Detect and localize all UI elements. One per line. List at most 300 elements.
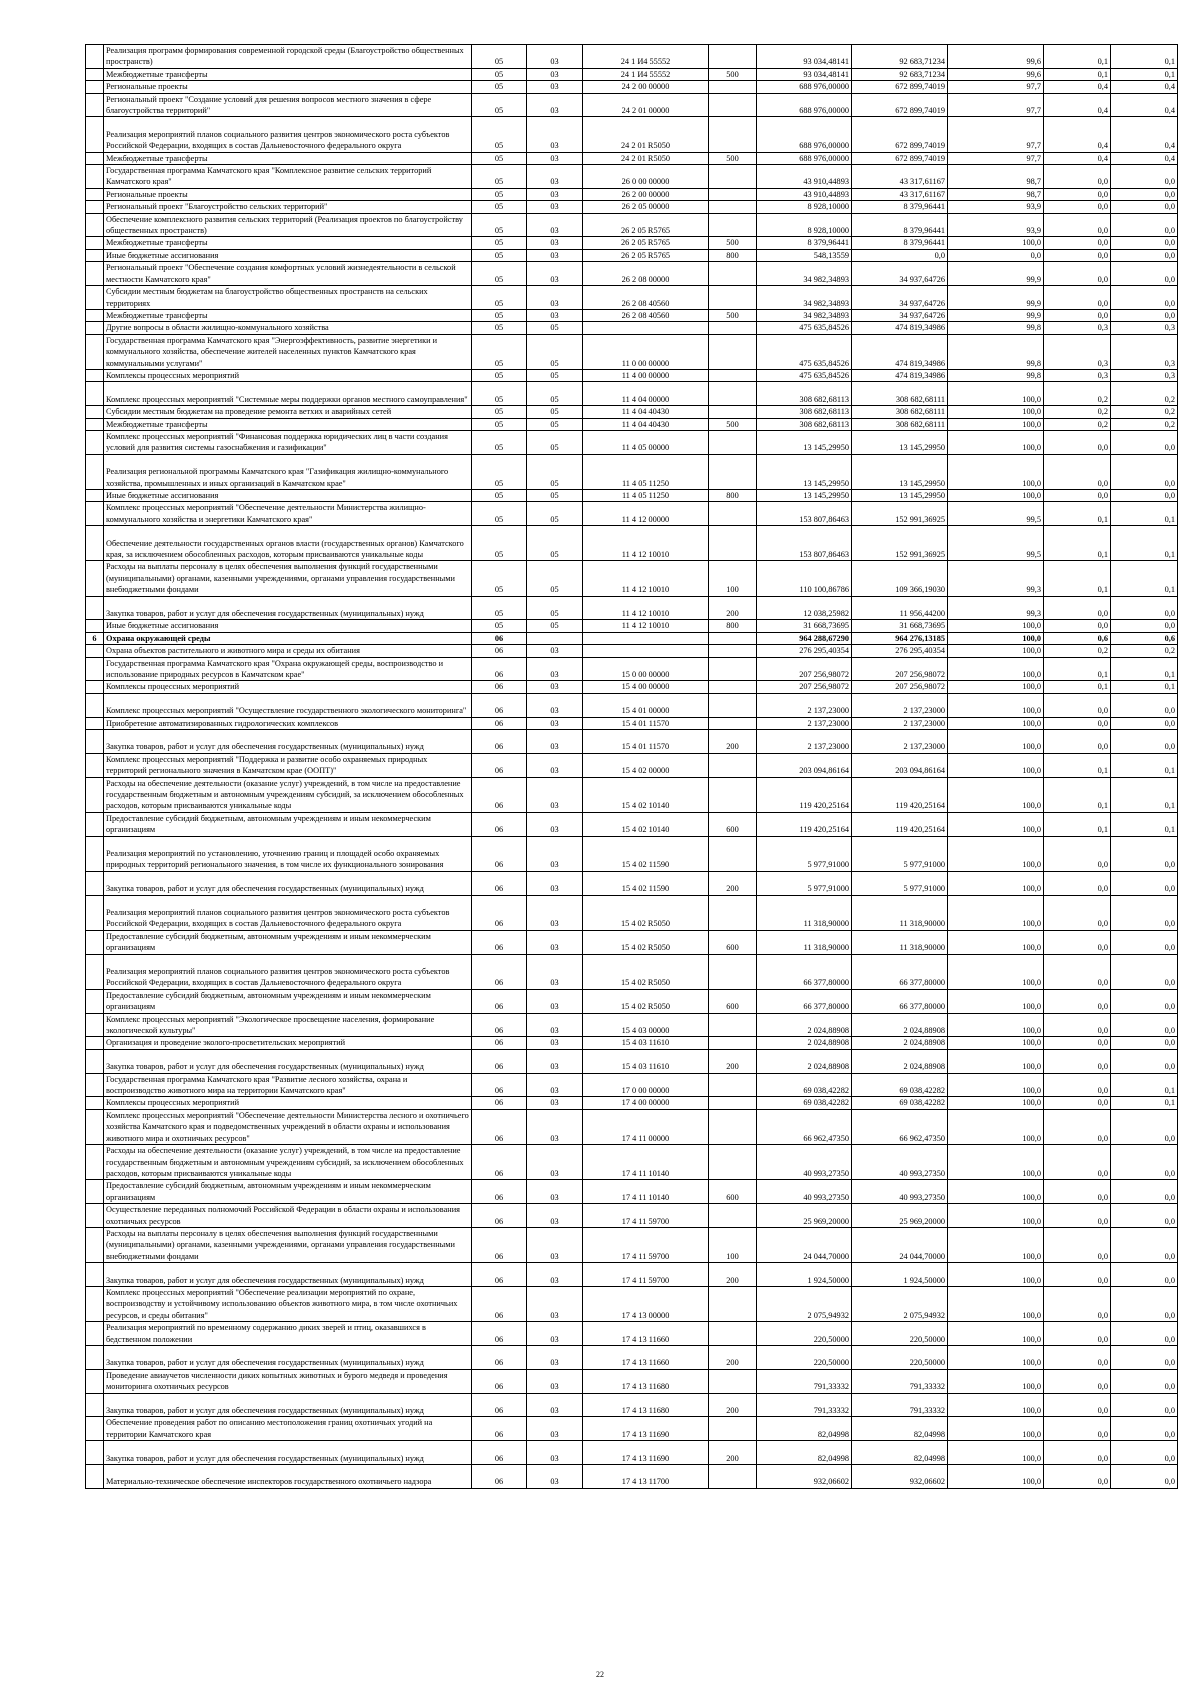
row-number <box>86 812 104 836</box>
actual-amount: 82,04998 <box>852 1441 948 1465</box>
target-article-code: 15 4 00 00000 <box>583 681 709 693</box>
actual-amount: 474 819,34986 <box>852 369 948 381</box>
share-planned: 0,0 <box>1044 836 1111 871</box>
page-number: 22 <box>596 1670 604 1679</box>
actual-amount: 0,0 <box>852 249 948 261</box>
section-code: 05 <box>472 526 527 561</box>
expense-type-code <box>709 454 757 489</box>
actual-amount: 152 991,36925 <box>852 526 948 561</box>
row-name: Иные бюджетные ассигнования <box>104 249 472 261</box>
expense-type-code: 600 <box>709 989 757 1013</box>
row-name: Реализация региональной программы Камчатского края "Газификация жилищно-коммунального хозяйства, промышленных и иных организаций в Камчатском крае" <box>104 454 472 489</box>
actual-amount: 119 420,25164 <box>852 777 948 812</box>
row-name: Предоставление субсидий бюджетным, автономным учреждениям и иным некоммерческим организациям <box>104 930 472 954</box>
row-number <box>86 930 104 954</box>
actual-amount: 308 682,68111 <box>852 406 948 418</box>
share-actual: 0,0 <box>1111 1345 1178 1369</box>
planned-amount: 8 379,96441 <box>757 237 852 249</box>
row-number <box>86 1369 104 1393</box>
row-name: Комплекс процессных мероприятий "Системные меры поддержки органов местного самоуправления" <box>104 382 472 406</box>
table-row <box>86 717 1178 729</box>
target-article-code: 24 2 01 00000 <box>583 93 709 117</box>
target-article-code: 11 4 12 10010 <box>583 596 709 620</box>
expense-type-code <box>709 213 757 237</box>
execution-percent: 97,7 <box>948 152 1044 164</box>
planned-amount: 24 044,70000 <box>757 1227 852 1262</box>
share-actual: 0,2 <box>1111 645 1178 657</box>
subsection-code: 03 <box>527 1369 583 1393</box>
row-number <box>86 382 104 406</box>
subsection-code: 03 <box>527 1109 583 1144</box>
share-planned: 0,0 <box>1044 717 1111 729</box>
share-planned: 0,0 <box>1044 213 1111 237</box>
expense-type-code: 600 <box>709 930 757 954</box>
share-planned: 0,1 <box>1044 812 1111 836</box>
share-planned: 0,1 <box>1044 681 1111 693</box>
share-planned: 0,0 <box>1044 1073 1111 1097</box>
row-name: Иные бюджетные ассигнования <box>104 620 472 632</box>
row-number <box>86 1227 104 1262</box>
subsection-code: 03 <box>527 45 583 69</box>
share-actual: 0,4 <box>1111 152 1178 164</box>
share-actual: 0,0 <box>1111 1180 1178 1204</box>
row-name: Осуществление переданных полномочий Российской Федерации в области охраны и использования охотничьих ресурсов <box>104 1204 472 1228</box>
table-row <box>86 777 1178 812</box>
execution-percent: 100,0 <box>948 989 1044 1013</box>
actual-amount: 932,06602 <box>852 1465 948 1489</box>
execution-percent: 100,0 <box>948 418 1044 430</box>
execution-percent: 100,0 <box>948 620 1044 632</box>
share-actual: 0,0 <box>1111 1263 1178 1287</box>
planned-amount: 207 256,98072 <box>757 657 852 681</box>
execution-percent: 99,8 <box>948 322 1044 334</box>
row-name: Межбюджетные трансферты <box>104 418 472 430</box>
share-actual: 0,1 <box>1111 561 1178 596</box>
expense-type-code <box>709 334 757 369</box>
expense-type-code <box>709 895 757 930</box>
share-planned: 0,1 <box>1044 777 1111 812</box>
row-name: Комплекс процессных мероприятий "Обеспечение реализации мероприятий по охране, воспроизводству и устойчивому использованию объектов животного мира, в том числе охотничьих ресурсов, и среды обитания" <box>104 1286 472 1321</box>
planned-amount: 932,06602 <box>757 1465 852 1489</box>
planned-amount: 31 668,73695 <box>757 620 852 632</box>
planned-amount: 964 288,67290 <box>757 632 852 644</box>
expense-type-code <box>709 430 757 454</box>
share-planned: 0,1 <box>1044 45 1111 69</box>
row-number <box>86 526 104 561</box>
share-actual: 0,2 <box>1111 406 1178 418</box>
table-row <box>86 645 1178 657</box>
target-article-code: 15 4 02 11590 <box>583 871 709 895</box>
subsection-code: 03 <box>527 309 583 321</box>
share-actual: 0,0 <box>1111 201 1178 213</box>
share-planned: 0,0 <box>1044 1227 1111 1262</box>
target-article-code: 24 2 01 R5050 <box>583 117 709 152</box>
section-code: 05 <box>472 502 527 526</box>
share-planned: 0,0 <box>1044 954 1111 989</box>
share-planned: 0,0 <box>1044 188 1111 200</box>
section-code: 06 <box>472 930 527 954</box>
share-planned: 0,0 <box>1044 1263 1111 1287</box>
row-number <box>86 596 104 620</box>
share-planned: 0,2 <box>1044 418 1111 430</box>
actual-amount: 66 962,47350 <box>852 1109 948 1144</box>
subsection-code: 03 <box>527 681 583 693</box>
actual-amount: 152 991,36925 <box>852 502 948 526</box>
section-code: 06 <box>472 895 527 930</box>
row-number <box>86 1109 104 1144</box>
table-row <box>86 249 1178 261</box>
expense-type-code <box>709 753 757 777</box>
section-code: 06 <box>472 1204 527 1228</box>
section-code: 06 <box>472 871 527 895</box>
table-row <box>86 1180 1178 1204</box>
section-code: 05 <box>472 81 527 93</box>
execution-percent: 99,8 <box>948 334 1044 369</box>
share-actual: 0,0 <box>1111 1037 1178 1049</box>
actual-amount: 791,33332 <box>852 1369 948 1393</box>
row-name: Предоставление субсидий бюджетным, автономным учреждениям и иным некоммерческим организациям <box>104 989 472 1013</box>
section-code: 06 <box>472 777 527 812</box>
actual-amount: 109 366,19030 <box>852 561 948 596</box>
row-number <box>86 681 104 693</box>
execution-percent: 99,8 <box>948 369 1044 381</box>
planned-amount: 276 295,40354 <box>757 645 852 657</box>
actual-amount: 11 318,90000 <box>852 930 948 954</box>
expense-type-code <box>709 502 757 526</box>
table-body <box>86 45 1178 1489</box>
planned-amount: 69 038,42282 <box>757 1097 852 1109</box>
table-row <box>86 657 1178 681</box>
expense-type-code: 500 <box>709 152 757 164</box>
table-row <box>86 418 1178 430</box>
actual-amount: 13 145,29950 <box>852 454 948 489</box>
row-name: Материально-техническое обеспечение инспекторов государственного охотничьего надзора <box>104 1465 472 1489</box>
share-planned: 0,0 <box>1044 989 1111 1013</box>
section-code: 06 <box>472 1097 527 1109</box>
target-article-code: 17 4 13 11690 <box>583 1441 709 1465</box>
target-article-code: 15 4 03 00000 <box>583 1013 709 1037</box>
actual-amount: 92 683,71234 <box>852 68 948 80</box>
subsection-code: 03 <box>527 1049 583 1073</box>
subsection-code: 03 <box>527 1263 583 1287</box>
row-number <box>86 777 104 812</box>
target-article-code: 26 2 00 00000 <box>583 188 709 200</box>
table-row <box>86 1204 1178 1228</box>
share-planned: 0,0 <box>1044 1109 1111 1144</box>
actual-amount: 34 937,64726 <box>852 286 948 310</box>
table-row <box>86 620 1178 632</box>
section-code: 05 <box>472 117 527 152</box>
expense-type-code <box>709 382 757 406</box>
actual-amount: 43 317,61167 <box>852 188 948 200</box>
expense-type-code: 200 <box>709 596 757 620</box>
subsection-code: 03 <box>527 812 583 836</box>
table-row <box>86 930 1178 954</box>
share-planned: 0,0 <box>1044 262 1111 286</box>
section-code: 05 <box>472 309 527 321</box>
row-number <box>86 693 104 717</box>
subsection-code: 03 <box>527 249 583 261</box>
section-code: 05 <box>472 188 527 200</box>
section-code: 06 <box>472 989 527 1013</box>
planned-amount: 220,50000 <box>757 1322 852 1346</box>
actual-amount: 92 683,71234 <box>852 45 948 69</box>
section-code: 05 <box>472 620 527 632</box>
execution-percent: 100,0 <box>948 1145 1044 1180</box>
table-row <box>86 730 1178 754</box>
expense-type-code <box>709 45 757 69</box>
target-article-code: 11 4 12 10010 <box>583 620 709 632</box>
execution-percent: 100,0 <box>948 1013 1044 1037</box>
subsection-code: 03 <box>527 753 583 777</box>
section-code: 06 <box>472 657 527 681</box>
table-row <box>86 334 1178 369</box>
subsection-code: 03 <box>527 836 583 871</box>
execution-percent: 100,0 <box>948 1322 1044 1346</box>
execution-percent: 100,0 <box>948 1417 1044 1441</box>
actual-amount: 66 377,80000 <box>852 989 948 1013</box>
subsection-code: 05 <box>527 526 583 561</box>
row-number <box>86 645 104 657</box>
row-number <box>86 1393 104 1417</box>
planned-amount: 220,50000 <box>757 1345 852 1369</box>
planned-amount: 110 100,86786 <box>757 561 852 596</box>
share-actual: 0,0 <box>1111 454 1178 489</box>
section-code: 05 <box>472 201 527 213</box>
share-actual: 0,4 <box>1111 93 1178 117</box>
table-row <box>86 1109 1178 1144</box>
expense-type-code: 600 <box>709 1180 757 1204</box>
actual-amount: 8 379,96441 <box>852 213 948 237</box>
expense-type-code: 200 <box>709 1441 757 1465</box>
row-name: Межбюджетные трансферты <box>104 152 472 164</box>
table-row <box>86 322 1178 334</box>
planned-amount: 8 928,10000 <box>757 201 852 213</box>
execution-percent: 99,5 <box>948 502 1044 526</box>
expense-type-code: 200 <box>709 1393 757 1417</box>
share-actual: 0,0 <box>1111 286 1178 310</box>
subsection-code: 03 <box>527 188 583 200</box>
execution-percent: 97,7 <box>948 81 1044 93</box>
planned-amount: 11 318,90000 <box>757 930 852 954</box>
execution-percent: 100,0 <box>948 1441 1044 1465</box>
share-planned: 0,0 <box>1044 895 1111 930</box>
share-planned: 0,1 <box>1044 68 1111 80</box>
subsection-code: 03 <box>527 237 583 249</box>
share-planned: 0,0 <box>1044 1097 1111 1109</box>
table-row <box>86 1145 1178 1180</box>
share-actual: 0,0 <box>1111 489 1178 501</box>
section-code: 06 <box>472 1180 527 1204</box>
share-planned: 0,0 <box>1044 1322 1111 1346</box>
share-planned: 0,4 <box>1044 117 1111 152</box>
share-planned: 0,0 <box>1044 1369 1111 1393</box>
share-planned: 0,3 <box>1044 334 1111 369</box>
table-row <box>86 369 1178 381</box>
section-code: 05 <box>472 213 527 237</box>
row-name: Закупка товаров, работ и услуг для обеспечения государственных (муниципальных) нужд <box>104 596 472 620</box>
section-code: 05 <box>472 382 527 406</box>
share-actual: 0,0 <box>1111 262 1178 286</box>
actual-amount: 203 094,86164 <box>852 753 948 777</box>
execution-percent: 100,0 <box>948 812 1044 836</box>
actual-amount: 474 819,34986 <box>852 322 948 334</box>
target-article-code: 11 4 12 10010 <box>583 526 709 561</box>
actual-amount: 2 075,94932 <box>852 1286 948 1321</box>
table-row <box>86 68 1178 80</box>
actual-amount: 11 956,44200 <box>852 596 948 620</box>
table-row <box>86 237 1178 249</box>
actual-amount: 2 024,88908 <box>852 1049 948 1073</box>
planned-amount: 13 145,29950 <box>757 489 852 501</box>
share-actual: 0,0 <box>1111 930 1178 954</box>
target-article-code: 17 4 11 10140 <box>583 1180 709 1204</box>
table-row <box>86 1322 1178 1346</box>
expense-type-code: 200 <box>709 730 757 754</box>
row-number <box>86 1286 104 1321</box>
target-article-code: 17 4 13 11680 <box>583 1393 709 1417</box>
execution-percent: 100,0 <box>948 1204 1044 1228</box>
actual-amount: 119 420,25164 <box>852 812 948 836</box>
section-code: 05 <box>472 322 527 334</box>
expense-type-code <box>709 645 757 657</box>
planned-amount: 791,33332 <box>757 1369 852 1393</box>
row-name: Комплекс процессных мероприятий "Поддержка и развитие особо охраняемых природных территорий регионального значения в Камчатском крае (ООПТ)" <box>104 753 472 777</box>
expense-type-code <box>709 657 757 681</box>
target-article-code: 11 4 12 00000 <box>583 502 709 526</box>
share-planned: 0,0 <box>1044 693 1111 717</box>
row-number <box>86 1417 104 1441</box>
share-planned: 0,2 <box>1044 382 1111 406</box>
planned-amount: 66 962,47350 <box>757 1109 852 1144</box>
target-article-code: 15 4 01 11570 <box>583 717 709 729</box>
actual-amount: 82,04998 <box>852 1417 948 1441</box>
row-number <box>86 152 104 164</box>
row-number <box>86 201 104 213</box>
execution-percent: 100,0 <box>948 237 1044 249</box>
planned-amount: 69 038,42282 <box>757 1073 852 1097</box>
target-article-code: 26 2 05 R5765 <box>583 237 709 249</box>
row-name: Закупка товаров, работ и услуг для обеспечения государственных (муниципальных) нужд <box>104 1345 472 1369</box>
share-actual: 0,0 <box>1111 1145 1178 1180</box>
share-actual: 0,0 <box>1111 1417 1178 1441</box>
row-number <box>86 322 104 334</box>
share-actual: 0,2 <box>1111 418 1178 430</box>
subsection-code: 03 <box>527 645 583 657</box>
execution-percent: 98,7 <box>948 165 1044 189</box>
actual-amount: 220,50000 <box>852 1322 948 1346</box>
subsection-code: 03 <box>527 286 583 310</box>
target-article-code: 24 1 И4 55552 <box>583 45 709 69</box>
row-number <box>86 418 104 430</box>
share-actual: 0,0 <box>1111 1286 1178 1321</box>
section-code: 05 <box>472 249 527 261</box>
table-row <box>86 309 1178 321</box>
actual-amount: 11 318,90000 <box>852 895 948 930</box>
section-code: 05 <box>472 237 527 249</box>
planned-amount: 548,13559 <box>757 249 852 261</box>
actual-amount: 2 137,23000 <box>852 693 948 717</box>
target-article-code: 17 4 11 59700 <box>583 1204 709 1228</box>
planned-amount: 43 910,44893 <box>757 165 852 189</box>
section-code: 06 <box>472 1109 527 1144</box>
planned-amount: 1 924,50000 <box>757 1263 852 1287</box>
row-name: Другие вопросы в области жилищно-коммунального хозяйства <box>104 322 472 334</box>
actual-amount: 2 024,88908 <box>852 1013 948 1037</box>
section-code: 05 <box>472 454 527 489</box>
section-code: 05 <box>472 152 527 164</box>
share-actual: 0,0 <box>1111 1465 1178 1489</box>
section-code: 06 <box>472 1417 527 1441</box>
execution-percent: 100,0 <box>948 1227 1044 1262</box>
target-article-code: 17 4 00 00000 <box>583 1097 709 1109</box>
expense-type-code <box>709 777 757 812</box>
planned-amount: 12 038,25982 <box>757 596 852 620</box>
execution-percent: 100,0 <box>948 657 1044 681</box>
table-row <box>86 152 1178 164</box>
table-row <box>86 262 1178 286</box>
planned-amount: 43 910,44893 <box>757 188 852 200</box>
table-row <box>86 117 1178 152</box>
execution-percent: 97,7 <box>948 93 1044 117</box>
planned-amount: 688 976,00000 <box>757 117 852 152</box>
target-article-code: 15 4 02 R5050 <box>583 989 709 1013</box>
subsection-code: 03 <box>527 1073 583 1097</box>
table-row <box>86 693 1178 717</box>
section-code: 06 <box>472 693 527 717</box>
expense-type-code: 800 <box>709 620 757 632</box>
subsection-code: 05 <box>527 406 583 418</box>
table-row <box>86 45 1178 69</box>
share-actual: 0,1 <box>1111 812 1178 836</box>
row-number <box>86 871 104 895</box>
subsection-code: 03 <box>527 213 583 237</box>
subsection-code: 03 <box>527 152 583 164</box>
row-number <box>86 1322 104 1346</box>
actual-amount: 5 977,91000 <box>852 871 948 895</box>
planned-amount: 2 024,88908 <box>757 1013 852 1037</box>
target-article-code: 15 4 02 R5050 <box>583 954 709 989</box>
target-article-code: 17 4 13 00000 <box>583 1286 709 1321</box>
actual-amount: 5 977,91000 <box>852 836 948 871</box>
row-name: Комплекс процессных мероприятий "Обеспечение деятельности Министерства лесного и охотничьего хозяйства Камчатского края и подведомственных учреждений в области охраны и использования животного мира и охотничьих ресурсов" <box>104 1109 472 1144</box>
row-number <box>86 1013 104 1037</box>
row-number <box>86 45 104 69</box>
share-actual: 0,1 <box>1111 777 1178 812</box>
target-article-code: 11 4 05 00000 <box>583 430 709 454</box>
row-number <box>86 1073 104 1097</box>
share-actual: 0,0 <box>1111 895 1178 930</box>
section-code: 05 <box>472 286 527 310</box>
row-number <box>86 895 104 930</box>
share-planned: 0,6 <box>1044 632 1111 644</box>
share-actual: 0,0 <box>1111 165 1178 189</box>
expense-type-code: 200 <box>709 1263 757 1287</box>
execution-percent: 100,0 <box>948 430 1044 454</box>
target-article-code: 24 2 01 R5050 <box>583 152 709 164</box>
subsection-code: 03 <box>527 895 583 930</box>
planned-amount: 66 377,80000 <box>757 989 852 1013</box>
share-planned: 0,2 <box>1044 645 1111 657</box>
row-name: Межбюджетные трансферты <box>104 237 472 249</box>
share-actual: 0,0 <box>1111 1049 1178 1073</box>
planned-amount: 2 137,23000 <box>757 693 852 717</box>
execution-percent: 100,0 <box>948 693 1044 717</box>
share-actual: 0,0 <box>1111 1322 1178 1346</box>
table-row <box>86 596 1178 620</box>
execution-percent: 100,0 <box>948 1465 1044 1489</box>
row-name: Обеспечение деятельности государственных органов власти (государственных органов) Камчатского края, за исключением обособленных расходов, которым присваиваются уникальные коды <box>104 526 472 561</box>
